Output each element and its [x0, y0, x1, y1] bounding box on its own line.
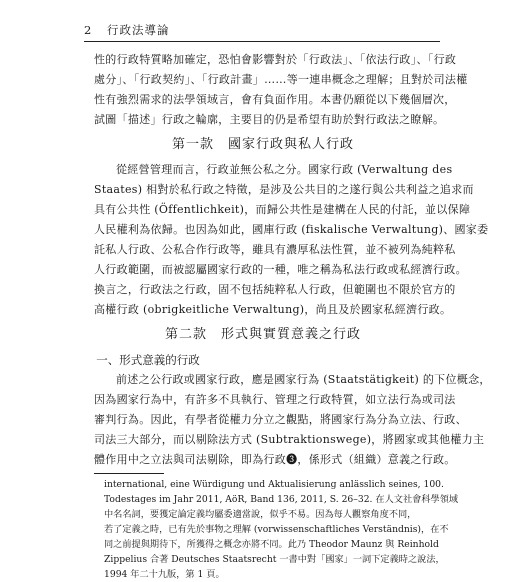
- footnote-line: 同之前提與期待下，所獲得之概念亦將不同。此乃 Theodor Maunz 與 Reinhold: [104, 539, 439, 550]
- section1-paragraph: [94, 160, 489, 320]
- text-line: 高權行政 (obrigkeitliche Verwaltung)，尚且及於國家私經濟行政。: [94, 303, 452, 316]
- footnote-line: 1994 年二十九版，第 1 頁。: [104, 569, 225, 580]
- footnote-line: international, eine Würdigung und Aktualisierung anlässlich seines, 100.: [104, 479, 444, 490]
- text-line: 性的行政特質略加確定，恐怕會影響對於「行政法」、「依法行政」、「行政: [94, 53, 457, 66]
- footnote-line: Zippelius 合著 Deutsches Staatsrecht 一書中對「國家」一詞下定義時之說法，: [104, 554, 445, 565]
- text-line: 換言之，行政法之行政，固不包括純粹私人行政，但範圍也不限於官方的: [94, 283, 456, 296]
- footnote: [94, 477, 459, 582]
- text-line: 試圖「描述」行政之輪廓，主要目的仍是希望有助於對行政法之瞭解。: [94, 113, 445, 126]
- text-line: 司法三大部分，而以剔除法方式 (Subtraktionswege)，將國家或其他權力主: [94, 433, 485, 446]
- text-line: 人行政範圍，而被認屬國家行政的一種，唯之稱為私法行政或私經濟行政。: [94, 263, 467, 276]
- text-line: 人民權利為依歸。也因為如此，國庫行政 (fiskalische Verwaltung)、國家委: [94, 223, 489, 236]
- text-line: 審判行為。因此，有學者從權力分立之觀點，將國家行為分為立法、行政、: [94, 413, 467, 426]
- text-line: 從經營管理而言，行政並無公私之分。國家行政 (Verwaltung des: [116, 163, 453, 176]
- text-line: 因為國家行為中，有許多不具執行、管理之行政特質，如立法行為或司法: [94, 393, 456, 406]
- header-rule: [84, 41, 440, 42]
- text-line: 處分」、「行政契約」、「行政計畫」……等一連串概念之理解；且對於司法權: [94, 73, 468, 86]
- text-line: 性有強烈需求的法學領域言，會有負面作用。本書仍願從以下幾個層次，: [94, 93, 456, 106]
- text-line: Staates) 相對於私行政之特徵，是涉及公共目的之遂行與公共利益之追求而: [94, 183, 474, 196]
- intro-paragraph: [94, 50, 468, 130]
- page-header: [84, 22, 169, 38]
- text-line: 體作用中之立法與司法剔除，即為行政❸，係形式（組織）意義之行政。: [94, 453, 456, 466]
- section-heading-1: 第一款 國家行政與私人行政: [171, 137, 354, 152]
- subheading: 一、形式意義的行政: [96, 353, 200, 367]
- body-text: [94, 50, 491, 582]
- footnote-line: 中名名詞，要獲定論定義均屬委適當說，似乎不易。因為每人觀察角度不同，: [104, 509, 417, 520]
- text-line: 具有公共性 (Öffentlichkeit)，而歸公共性是建構在人民的付託，並以保障: [94, 203, 471, 216]
- section2-paragraph: [94, 370, 491, 470]
- footnote-rule: [94, 473, 164, 474]
- text-line: 託私人行政、公私合作行政等，雖具有濃厚私法性質，並不被列為純粹私: [94, 243, 456, 256]
- footnote-line: Todestages im Jahr 2011, AöR, Band 136, 2011, S. 26–32. 在人文社會科學領域: [104, 494, 459, 505]
- page-number: 2: [84, 23, 93, 37]
- text-line: 前述之公行政或國家行政，應是國家行為 (Staatstätigkeit) 的下位概念，: [116, 373, 491, 386]
- footnote-line: 若了定義之時，已有先於事物之理解 (vorwissenschaftliches Verständnis)，在不: [104, 524, 449, 535]
- running-title: 行政法導論: [106, 23, 170, 37]
- section-heading-2: 第二款 形式與實質意義之行政: [164, 327, 361, 342]
